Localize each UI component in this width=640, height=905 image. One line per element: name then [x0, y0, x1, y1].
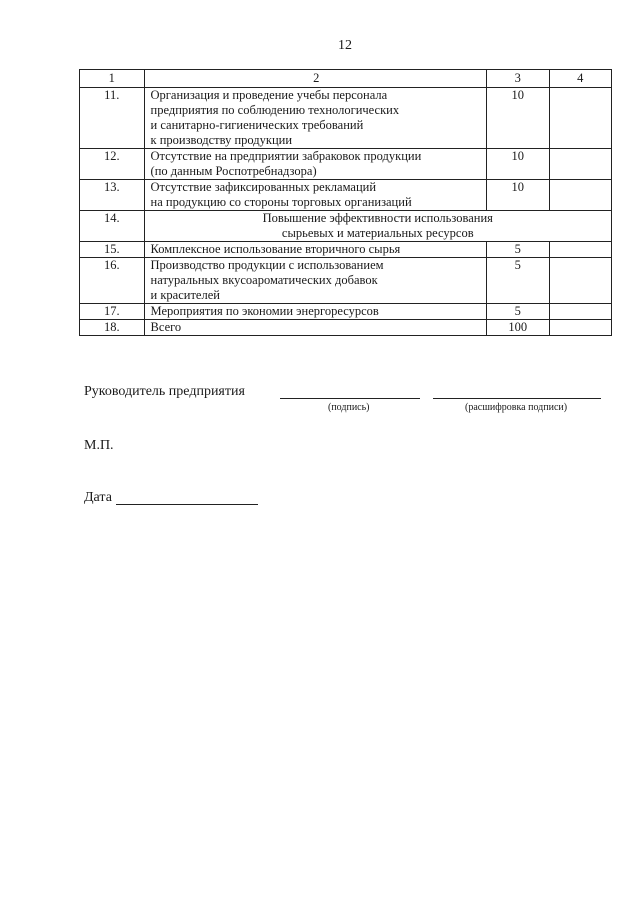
header-col-3: 3: [486, 70, 549, 88]
row-number: 13.: [80, 180, 145, 211]
criterion-line: Повышение эффективности использования: [262, 211, 493, 225]
signature-caption: (подпись): [328, 402, 370, 413]
row-number: 17.: [80, 304, 145, 320]
row-score: 10: [486, 180, 549, 211]
criterion-line: Отсутствие зафиксированных рекламаций: [150, 180, 377, 194]
signature-line[interactable]: [280, 398, 420, 399]
table-row: [80, 88, 612, 149]
table-row: [80, 320, 612, 336]
row-number: 12.: [80, 149, 145, 180]
row-criterion: [144, 304, 486, 320]
table-row: [80, 211, 612, 242]
signature-decode-line[interactable]: [433, 398, 601, 399]
row-extra[interactable]: [549, 258, 611, 304]
row-criterion: [144, 149, 486, 180]
date-label: Дата: [84, 490, 112, 505]
criterion-line: Мероприятия по экономии энергоресурсов: [150, 304, 379, 318]
row-criterion: [144, 88, 486, 149]
row-score: 5: [486, 258, 549, 304]
row-score: 100: [486, 320, 549, 336]
criterion-line: и красителей: [150, 288, 220, 302]
row-criterion: [144, 258, 486, 304]
table-header-row: [80, 70, 612, 88]
row-extra[interactable]: [549, 149, 611, 180]
row-extra[interactable]: [549, 180, 611, 211]
row-extra[interactable]: [549, 304, 611, 320]
criterion-line: натуральных вкусоароматических добавок: [150, 273, 378, 287]
criterion-line: Комплексное использование вторичного сырья: [150, 242, 401, 256]
table-row: [80, 258, 612, 304]
criterion-line: (по данным Роспотребнадзора): [150, 164, 317, 178]
row-extra[interactable]: [549, 320, 611, 336]
header-col-2: 2: [144, 70, 486, 88]
signature-label: Руководитель предприятия: [84, 384, 245, 399]
table-row: [80, 180, 612, 211]
date-line[interactable]: [116, 504, 258, 505]
criterion-line: сырьевых и материальных ресурсов: [281, 226, 474, 240]
header-col-4: 4: [549, 70, 611, 88]
header-col-1: 1: [80, 70, 145, 88]
row-score: 5: [486, 242, 549, 258]
row-number: 18.: [80, 320, 145, 336]
row-criterion: [144, 242, 486, 258]
criterion-line: Производство продукции с использованием: [150, 258, 384, 272]
row-extra[interactable]: [549, 88, 611, 149]
criterion-line: на продукцию со стороны торговых организаций: [150, 195, 412, 209]
row-score: 5: [486, 304, 549, 320]
criterion-line: предприятия по соблюдению технологических: [150, 103, 400, 117]
criterion-line: и санитарно-гигиенических требований: [150, 118, 364, 132]
row-number: 14.: [80, 211, 145, 242]
row-extra[interactable]: [549, 242, 611, 258]
row-criterion: [144, 320, 486, 336]
table-row: [80, 149, 612, 180]
row-criterion: [144, 211, 611, 242]
criterion-line: к производству продукции: [150, 133, 293, 147]
row-number: 15.: [80, 242, 145, 258]
criterion-line: Отсутствие на предприятии забраковок продукции: [150, 149, 422, 163]
criteria-table: [79, 69, 612, 336]
criterion-line: Организация и проведение учебы персонала: [150, 88, 388, 102]
row-number: 11.: [80, 88, 145, 149]
signature-decode-caption: (расшифровка подписи): [465, 402, 568, 413]
row-criterion: [144, 180, 486, 211]
criterion-line: Всего: [150, 320, 182, 334]
table-row: [80, 304, 612, 320]
row-score: 10: [486, 88, 549, 149]
table-row: [80, 242, 612, 258]
stamp-place-label: М.П.: [84, 438, 114, 453]
row-number: 16.: [80, 258, 145, 304]
page-number: 12: [338, 38, 352, 53]
row-score: 10: [486, 149, 549, 180]
